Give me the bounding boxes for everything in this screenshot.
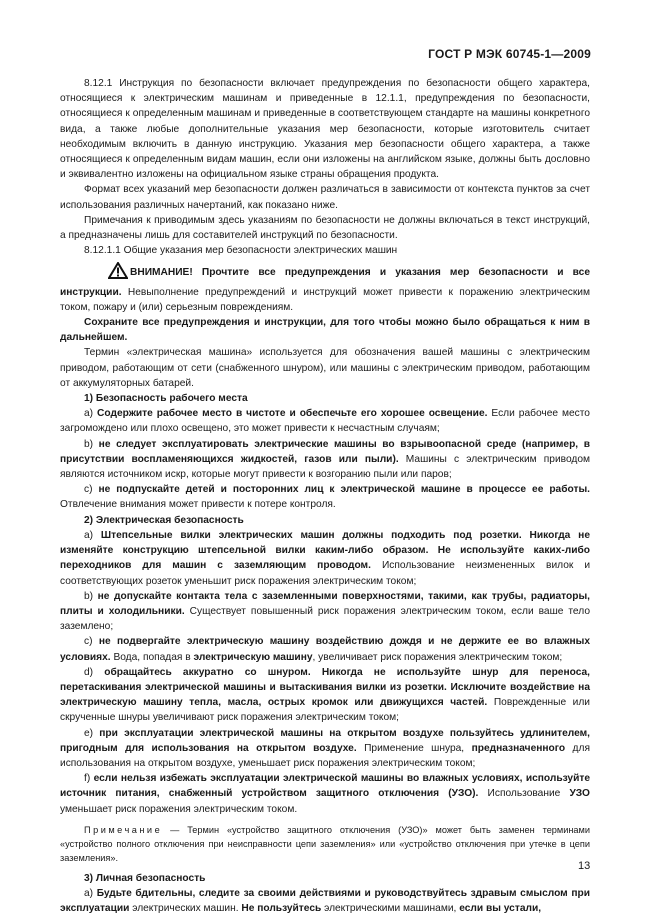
warning-bold: ВНИМАНИЕ! Прочтите все предупреждения и указания мер безопасности и все инструкции.	[60, 267, 590, 298]
paragraph: 8.12.1 Инструкция по безопасности включает предупреждения по безопасности общего характера, относящиеся к электрическим машинам и приведенные в 12.1.1, предупреждения по безопасности, относящиеся к определенным машинам и приведенные в соответствующем стандарте на машины конкретного вида, а также любые дополнительные указания мер безопасности, которые изготовитель считает необходимым включить в данную инструкцию. Указания мер безопасности общего характера, а также относящиеся к определенным видам машин, если они изложены на английском языке, должны быть дословно и эквивалентно изложены на официальном языке страны обращения продукта.	[60, 78, 590, 181]
warning-paragraph	[60, 262, 590, 315]
list-item: a) Штепсельные вилки электрических машин должны подходить под розетки. Никогда не изменяйте конструкцию штепсельной вилки каким-либо образом. Не используйте каких-либо переходников для машин с заземляющим проводом. Использование неизмененных вилок и соответствующих розеток уменьшит риск поражения электрическим током;	[60, 529, 591, 587]
note	[60, 823, 590, 865]
warning-triangle-icon	[84, 262, 128, 284]
list-item: a) Будьте бдительны, следите за своими действиями и руководствуйтесь здравым смыслом при эксплуатации электрических машин. Не пользуйтесь электрическими машинами, если вы устали,	[60, 887, 590, 915]
section-heading: 8.12.1.1 Общие указания мер безопасности электрических машин	[84, 245, 398, 257]
subsection-heading: 3) Личная безопасность	[84, 872, 206, 884]
list-item: c) не подвергайте электрическую машину воздействию дождя и не держите ее во влажных условиях. Вода, попадая в электрическую машину, увеличивает риск поражения электрическим током;	[60, 636, 590, 663]
subsection-heading: 2) Электрическая безопасность	[84, 514, 244, 526]
document-header: ГОСТ Р МЭК 60745-1—2009	[428, 47, 591, 61]
note-label: Примечание	[84, 824, 163, 835]
list-item: b) не допускайте контакта тела с заземленными поверхностями, такими, как трубы, радиаторы, плиты и холодильники. Существует повышенный риск поражения электрическим током, если ваше тело заземлено;	[60, 590, 590, 633]
paragraph: Термин «электрическая машина» используется для обозначения вашей машины с электрическим приводом, работающим от сети (снабженного шнуром), или машины с электрическим приводом, работающим от аккумуляторных батарей.	[60, 347, 590, 389]
list-item: a) Содержите рабочее место в чистоте и обеспечьте его хорошее освещение. Если рабочее место загромождено или плохо освещено, это может привести к несчастным случаям;	[60, 408, 590, 435]
page-number: 13	[578, 860, 591, 872]
paragraph: Примечания к приводимым здесь указаниям по безопасности не должны включаться в текст инструкций, а предназначены лишь для составителей инструкций по безопасности.	[60, 214, 590, 242]
paragraph: Сохраните все предупреждения и инструкции, для того чтобы можно было обращаться к ним в дальнейшем.	[60, 317, 590, 344]
list-item: f) если нельзя избежать эксплуатации электрической машины во влажных условиях, используйте источник питания, снабженный устройством защитного отключения (УЗО). Использование УЗО уменьшает риск поражения электрическим током.	[60, 773, 591, 815]
page-body	[60, 76, 590, 916]
list-item: c) не подпускайте детей и посторонних лиц к электрической машине в процессе ее работы. Отвлечение внимания может привести к потере контроля.	[60, 484, 590, 511]
list-item: e) при эксплуатации электрической машины на открытом воздухе пользуйтесь удлинителем, пригодным для использования на открытом воздухе. Применение шнура, предназначенного для использования на открытом воздухе, уменьшает риск поражения электрическим током;	[60, 727, 591, 769]
warning-text: Невыполнение предупреждений и инструкций может привести к поражению электрическим током, пожару и (или) серьезным повреждениям.	[60, 286, 590, 313]
note-text: — Термин «устройство защитного отключения (УЗО)» может быть заменен терминами «устройство полного отключения при неисправности цепи заземления» или «устройство отключения при утечке в цепи заземления».	[60, 824, 590, 863]
paragraph: Формат всех указаний мер безопасности должен различаться в зависимости от контекста пунктов за счет использования различных начертаний, как показано ниже.	[60, 184, 590, 211]
list-item: d) обращайтесь аккуратно со шнуром. Никогда не используйте шнур для переноса, перетаскивания электрической машины и вытаскивания вилки из розетки. Исключите воздействие на электрическую машину тепла, масла, острых кромок или движущихся частей. Поврежденные или скрученные шнуры увеличивают риск поражения электрическим током;	[60, 666, 590, 724]
subsection-heading: 1) Безопасность рабочего места	[84, 393, 248, 405]
list-item: b) не следует эксплуатировать электрические машины во взрывоопасной среде (например, в присутствии воспламеняющихся жидкостей, газов или пыли). Машины с электрическим приводом являются источником искр, которые могут привести к возгоранию пыли или паров;	[60, 438, 590, 481]
